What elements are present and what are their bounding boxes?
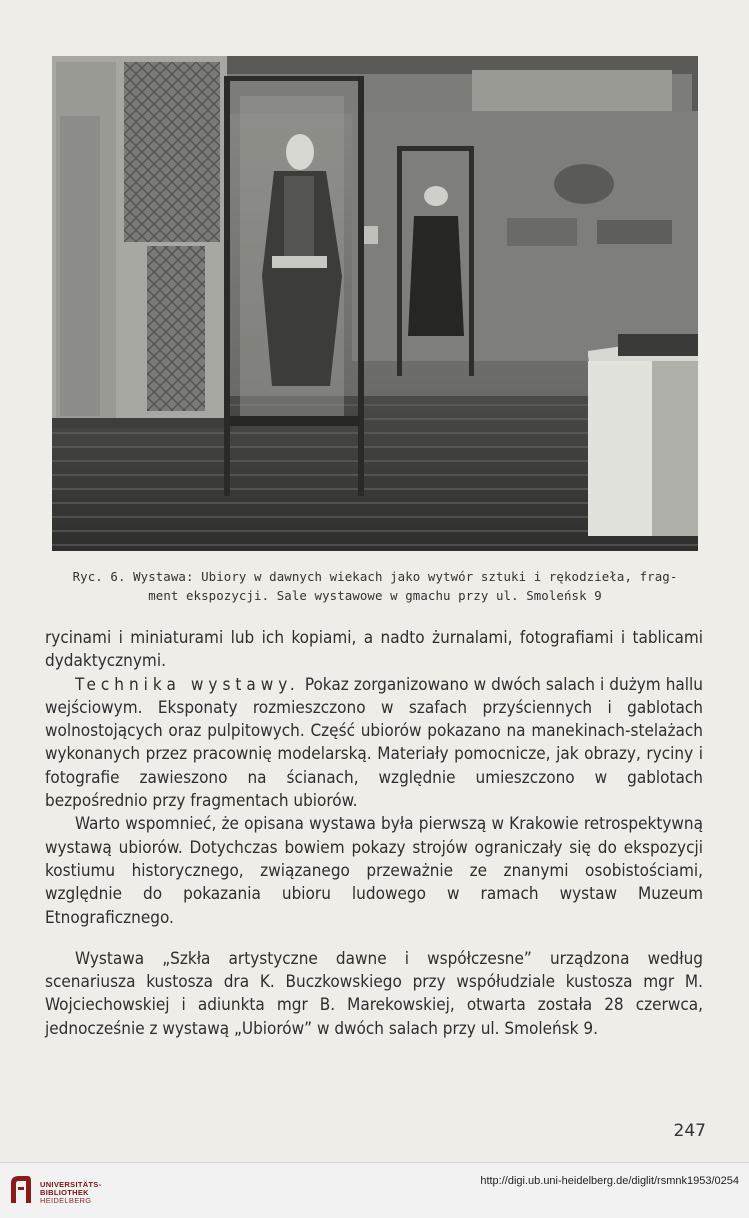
- library-emblem-icon: [8, 1173, 34, 1207]
- exhibition-photograph: [52, 56, 698, 551]
- article-body: [45, 627, 703, 1041]
- page-number: 247: [673, 1121, 706, 1141]
- digitization-footer: [0, 1162, 749, 1218]
- library-name: [40, 1181, 101, 1205]
- university-library-logo[interactable]: [8, 1171, 138, 1211]
- paragraph-4: Wystawa „Szkła artystyczne dawne i współczesne” urządzona według scenariusza kustosza dra K. Buczkowskiego przy współudziale kustosza mgr M. Wojciechowskiej i adiunkta mgr B. Marekowskiej, otwarta została 28 czerwca, jednocześnie z wystawą „Ubiorów” w dwóch salach przy ul. Smoleńsk 9.: [45, 948, 703, 1039]
- paragraph-2-text: Pokaz zorganizowano w dwóch salach i dużym hallu wejściowym. Eksponaty rozmieszczono w szafach przyściennych i gablotach wolnostojących oraz pulpitowych. Część ubiorów pokazano na manekinach-stelażach wykonanych przez pracownię modelarską. Materiały pomocnicze, jak obrazy, ryciny i fotografie zawieszono na ścianach, względnie umieszczono w gablotach bezpośrednio przy fragmentach ubiorów.: [45, 674, 703, 812]
- section-heading-technika: Technika wystawy.: [75, 674, 300, 695]
- figure-caption: [40, 567, 710, 605]
- paragraph-2: [45, 674, 703, 814]
- paragraph-1: rycinami i miniaturami lub ich kopiami, a nadto żurnalami, fotografiami i tablicami dydaktycznymi.: [45, 628, 703, 672]
- source-url-link[interactable]: http://digi.ub.uni-heidelberg.de/diglit/rsmnk1953/0254: [480, 1175, 739, 1187]
- logo-line-3: HEIDELBERG: [40, 1196, 92, 1205]
- paragraph-3: Warto wspomnieć, że opisana wystawa była pierwszą w Krakowie retrospektywną wystawą ubiorów. Dotychczas bowiem pokazy strojów ograniczały się do ekspozycji kostiumu historycznego, związanego przeważnie ze znanymi osobistościami, względnie do pokazania ubioru ludowego w ramach wystaw Muzeum Etnograficznego.: [45, 814, 703, 928]
- logo-line-2: BIBLIOTHEK: [40, 1188, 89, 1197]
- caption-line-1: Ryc. 6. Wystawa: Ubiory w dawnych wiekach jako wytwór sztuki i rękodzieła, frag-: [72, 569, 678, 584]
- caption-line-2: ment ekspozycji. Sale wystawowe w gmachu przy ul. Smoleńsk 9: [148, 588, 602, 603]
- logo-line-1: UNIVERSITÄTS-: [40, 1180, 102, 1189]
